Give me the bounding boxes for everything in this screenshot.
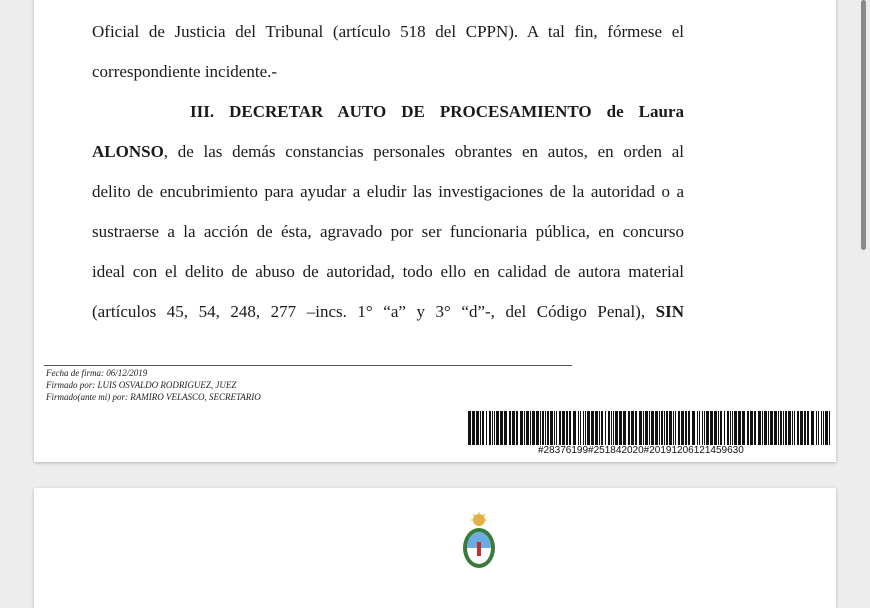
paragraph-line-7: ideal con el delito de abuso de autoridad, todo ello en calidad de autora material bbox=[92, 262, 684, 281]
document-page bbox=[34, 0, 836, 462]
paragraph-line-8: (artículos 45, 54, 248, 277 –incs. 1° “a” y 3° “d”-, del Código Penal), SIN bbox=[92, 302, 684, 321]
paragraph-line-2: correspondiente incidente.- bbox=[92, 62, 278, 81]
next-document-page bbox=[34, 488, 836, 608]
paragraph-line-1: Oficial de Justicia del Tribunal (artículo 518 del CPPN). A tal fin, fórmese el bbox=[92, 22, 684, 41]
argentina-coat-of-arms-icon bbox=[459, 512, 499, 572]
defendant-name: ALONSO bbox=[92, 142, 164, 161]
signature-secretary: Firmado(ante mi) por: RAMIRO VELASCO, SECRETARIO bbox=[46, 392, 261, 402]
signature-divider bbox=[44, 365, 572, 366]
barcode bbox=[468, 411, 830, 445]
barcode-text: #28376199#251842020#20191206121459630 bbox=[538, 445, 744, 456]
paragraph-line-5: delito de encubrimiento para ayudar a eludir las investigaciones de la autoridad o a bbox=[92, 182, 684, 201]
signature-judge: Firmado por: LUIS OSVALDO RODRIGUEZ, JUEZ bbox=[46, 380, 237, 390]
paragraph-line-6: sustraerse a la acción de ésta, agravado por ser funcionaria pública, en concurso bbox=[92, 222, 684, 241]
signature-date: Fecha de firma: 06/12/2019 bbox=[46, 368, 148, 378]
paragraph-line-4: ALONSO, de las demás constancias personales obrantes en autos, en orden al bbox=[92, 142, 684, 161]
section-heading-line: III. DECRETAR AUTO DE PROCESAMIENTO de Laura bbox=[190, 102, 684, 121]
scrollbar[interactable] bbox=[861, 0, 866, 250]
